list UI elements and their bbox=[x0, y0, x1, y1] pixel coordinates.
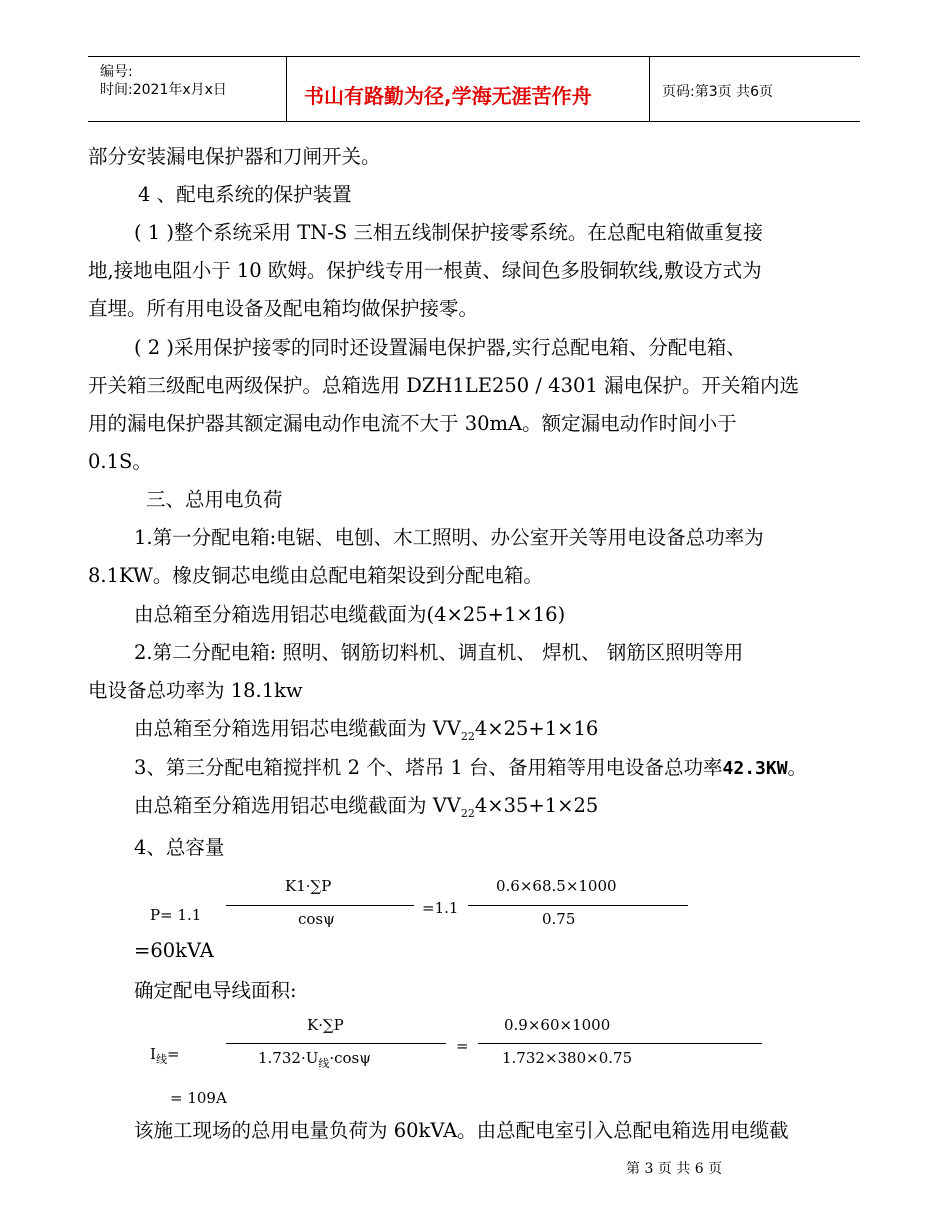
para-line-12: 8.1KW。橡皮铜芯电缆由总配电箱架设到分配电箱。 bbox=[88, 564, 543, 587]
line16-text: 由总箱至分箱选用铝芯电缆截面为 VV bbox=[134, 717, 461, 740]
formula2-fraction-bar-2 bbox=[478, 1043, 762, 1044]
formula1-denominator-1: cosψ bbox=[298, 910, 335, 928]
formula2-lhs-eq: = bbox=[166, 1045, 180, 1063]
para-line-1: 部分安装漏电保护器和刀闸开关。 bbox=[88, 145, 381, 168]
para-line-7: 开关箱三级配电两级保护。总箱选用 DZH1LE250 / 4301 漏电保护。开关箱内选 bbox=[88, 374, 799, 397]
formula2-den-pre: 1.732·U bbox=[258, 1049, 319, 1067]
page-footer: 第 3 页 共 6 页 bbox=[626, 1161, 723, 1177]
para-line-14: 2.第二分配电箱: 照明、钢筋切料机、调直机、 焊机、 钢筋区照明等用 bbox=[134, 641, 744, 664]
page-label: 页码:第3页 共6页 bbox=[662, 84, 773, 100]
formula2-denominator-2: 1.732×380×0.75 bbox=[502, 1049, 633, 1067]
section-heading-3: 三、总用电负荷 bbox=[146, 488, 283, 511]
para-line-9: 0.1S。 bbox=[88, 450, 152, 473]
formula2-numerator-1: K·∑P bbox=[307, 1016, 344, 1034]
para-line-determine-conductor: 确定配电导线面积: bbox=[134, 979, 297, 1002]
line17-text: 3、第三分配电箱搅拌机 2 个、塔吊 1 台、备用箱等用电设备总功率 bbox=[134, 756, 723, 779]
formula2-result: = 109A bbox=[170, 1089, 227, 1107]
line16-subscript: 22 bbox=[460, 729, 475, 743]
para-line-6: ( 2 )采用保护接零的同时还设置漏电保护器,实行总配电箱、分配电箱、 bbox=[134, 336, 746, 359]
para-line-3: ( 1 )整个系统采用 TN-S 三相五线制保护接零系统。在总配电箱做重复接 bbox=[134, 221, 763, 244]
para-line-4: 地,接地电阻小于 10 欧姆。保护线专用一根黄、绿间色多股铜软线,敷设方式为 bbox=[88, 259, 762, 282]
header-motto: 书山有路勤为径,学海无涯苦作舟 bbox=[304, 84, 592, 108]
para-line-15: 电设备总功率为 18.1kw bbox=[88, 679, 303, 702]
para-line-11: 1.第一分配电箱:电锯、电刨、木工照明、办公室开关等用电设备总功率为 bbox=[134, 526, 764, 549]
line17-end: 。 bbox=[787, 756, 808, 779]
line18-spec: 4×35+1×25 bbox=[474, 794, 599, 817]
line16-spec: 4×25+1×16 bbox=[474, 717, 599, 740]
line18-text: 由总箱至分箱选用铝芯电缆截面为 VV bbox=[134, 794, 461, 817]
formula1-mid: =1.1 bbox=[422, 899, 459, 917]
formula2-lhs bbox=[150, 1045, 180, 1067]
formula2-den-post: ·cosψ bbox=[329, 1049, 372, 1067]
para-line-last: 该施工现场的总用电量负荷为 60kVA。由总配电室引入总配电箱选用电缆截 bbox=[134, 1119, 789, 1142]
header-top-rule bbox=[88, 56, 860, 57]
formula1-fraction-bar-2 bbox=[468, 905, 688, 906]
formula1-denominator-2: 0.75 bbox=[542, 910, 576, 928]
para-line-18 bbox=[134, 796, 598, 819]
line17-power: 42.3KW bbox=[722, 758, 788, 779]
formula1-numerator-1: K1·∑P bbox=[285, 877, 332, 895]
section-heading-4: 4 、配电系统的保护装置 bbox=[138, 183, 352, 206]
formula2-denominator-1 bbox=[258, 1049, 371, 1071]
header-bottom-rule bbox=[88, 121, 860, 122]
formula2-mid: = bbox=[456, 1037, 469, 1055]
header-divider-left bbox=[286, 56, 287, 122]
para-line-16 bbox=[134, 719, 598, 742]
formula1-numerator-2: 0.6×68.5×1000 bbox=[496, 877, 617, 895]
formula2-numerator-2: 0.9×60×1000 bbox=[504, 1016, 611, 1034]
formula1-fraction-bar-1 bbox=[226, 905, 414, 906]
para-line-13: 由总箱至分箱选用铝芯电缆截面为(4×25+1×16) bbox=[134, 603, 566, 626]
formula2-lhs-symbol: I bbox=[150, 1045, 156, 1063]
time-label: 时间:2021年x月x日 bbox=[100, 82, 227, 98]
doc-number-label: 编号: bbox=[100, 64, 133, 80]
formula1-lhs: P= 1.1 bbox=[150, 906, 202, 924]
para-line-17 bbox=[134, 758, 807, 778]
para-line-5: 直埋。所有用电设备及配电箱均做保护接零。 bbox=[88, 297, 479, 320]
para-line-8: 用的漏电保护器其额定漏电动作电流不大于 30mA。额定漏电动作时间小于 bbox=[88, 412, 737, 435]
header-divider-right bbox=[649, 56, 650, 122]
formula2-fraction-bar-1 bbox=[226, 1043, 446, 1044]
formula2-lhs-sub: 线 bbox=[155, 1053, 167, 1066]
line18-subscript: 22 bbox=[460, 806, 475, 820]
section-heading-total-capacity: 4、总容量 bbox=[134, 836, 225, 859]
para-line-result-kva: =60kVA bbox=[134, 939, 214, 962]
formula2-den-sub: 线 bbox=[318, 1057, 330, 1070]
